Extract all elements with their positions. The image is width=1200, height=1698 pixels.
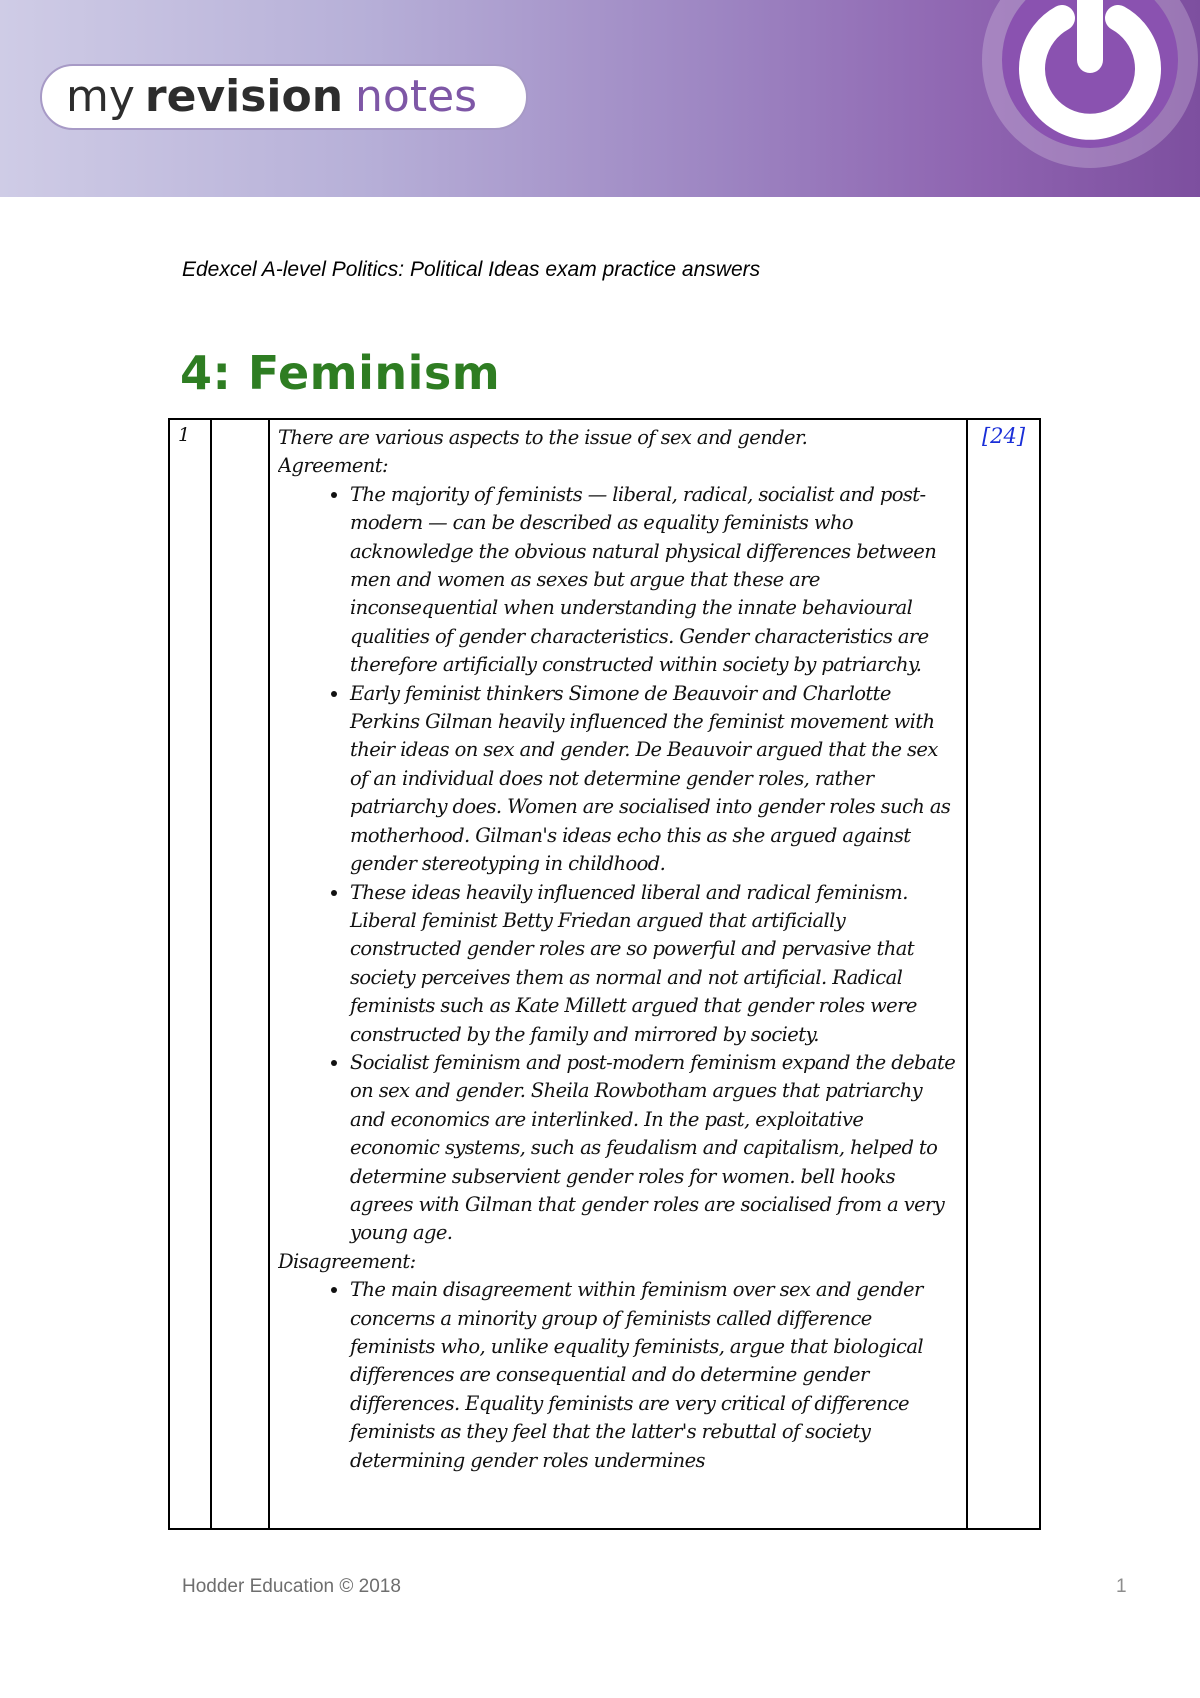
list-item: • The main disagreement within feminism over sex and gender concerns a minority group of feminists called difference feminists who, unlike equality feminists, argue that biological differences are consequential and do determine gender differences. Equality feminists are very critical of difference feminists as they feel that the latter's rebuttal of society determining gender roles undermines [350,1276,958,1475]
disagreement-list [278,1276,958,1475]
agreement-label: Agreement: [278,454,388,478]
brand-logo [40,64,528,130]
section-heading: 4: Feminism [180,346,501,400]
answer-intro: There are various aspects to the issue of sex and gender. [278,426,808,449]
list-item: • Early feminist thinkers Simone de Beauvoir and Charlotte Perkins Gilman heavily influenced the feminist movement with their ideas on sex and gender. De Beauvoir argued that the sex of an individual does not determine gender roles, rather patriarchy does. Women are socialised into gender roles such as motherhood. Gilman's ideas echo this as she argued against gender stereotyping in childhood. [350,680,958,879]
document-subtitle: Edexcel A-level Politics: Political Ideas exam practice answers [182,258,761,281]
logo-text-revision: revision [144,71,344,122]
header-banner [0,0,1200,197]
list-item: • These ideas heavily influenced liberal and radical feminism. Liberal feminist Betty Friedan argued that artificially constructed gender roles are so powerful and pervasive that society perceives them as normal and not artificial. Radical feminists such as Kate Millett argued that gender roles were constructed by the family and mirrored by society. [350,879,958,1049]
list-item: • The majority of feminists — liberal, radical, socialist and post-modern — can be described as equality feminists who acknowledge the obvious natural physical differences between men and women as sexes but argue that these are inconsequential when understanding the innate behavioural qualities of gender characteristics. Gender characteristics are therefore artificially constructed within society by patriarchy. [350,481,958,680]
logo-text-my: my [66,71,135,122]
question-number: 1 [169,419,211,1529]
power-icon [980,0,1200,170]
footer-publisher: Hodder Education © 2018 [182,1576,401,1597]
agreement-list [278,481,958,1248]
answer-table [168,418,1041,1530]
table-row [169,419,1040,1529]
list-item: • Socialist feminism and post-modern feminism expand the debate on sex and gender. Sheila Rowbotham argues that patriarchy and economics are interlinked. In the past, exploitative economic systems, such as feudalism and capitalism, helped to determine subservient gender roles for women. bell hooks agrees with Gilman that gender roles are socialised from a very young age. [350,1049,958,1248]
answer-body [278,424,958,1524]
logo-text-notes: notes [355,71,478,122]
answer-cell [269,419,967,1529]
page-number: 1 [1116,1576,1127,1597]
marks-value: [24] [967,419,1040,1529]
blank-cell [211,419,269,1529]
disagreement-label: Disagreement: [278,1249,416,1273]
